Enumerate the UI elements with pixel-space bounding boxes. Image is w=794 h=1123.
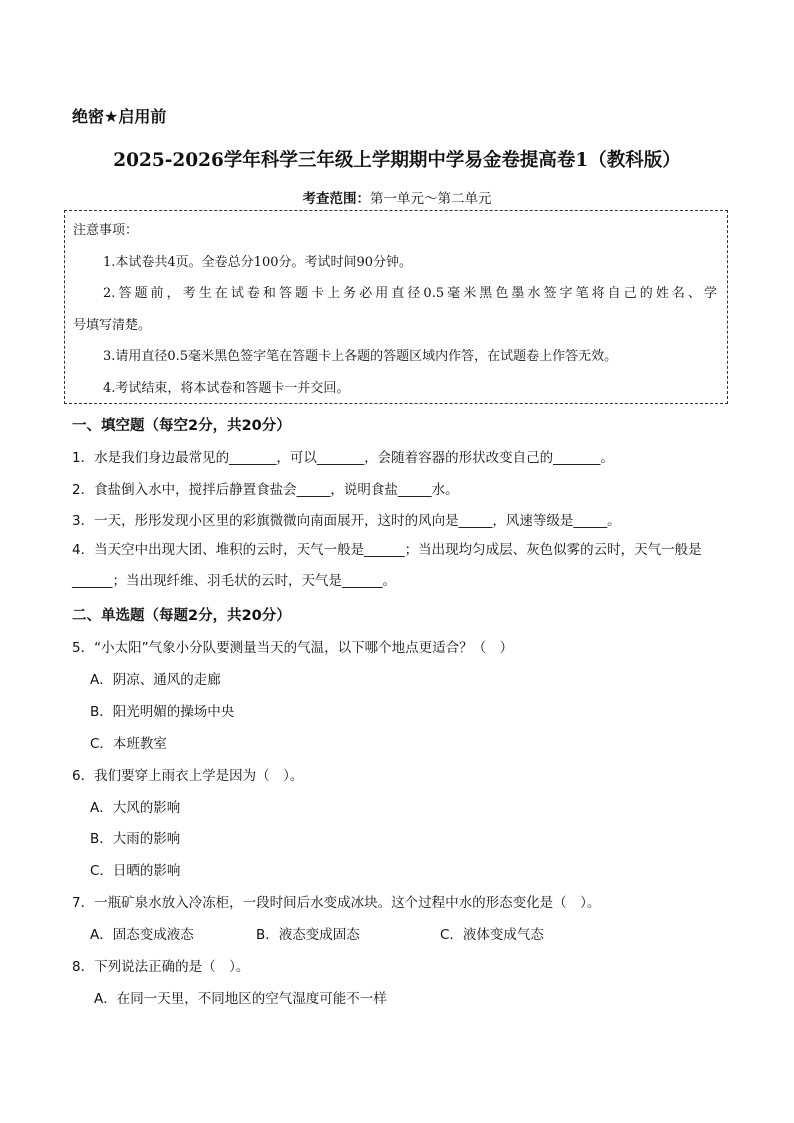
scope-label: 考查范围：	[302, 191, 370, 207]
question-7-option-c: C．液体变成气态	[440, 927, 544, 943]
question-6-option-c: C．日晒的影响	[90, 863, 181, 879]
question-6-option-b: B．大雨的影响	[90, 831, 181, 847]
section-heading-fill-in: 一、填空题（每空2分，共20分）	[72, 418, 291, 434]
question-5-option-b: B．阳光明媚的操场中央	[90, 704, 235, 720]
question-1: 1．水是我们身边最常见的_______，可以_______，会随着容器的形状改变自己的_______。	[72, 450, 614, 466]
scope-value: 第一单元～第二单元	[370, 191, 492, 207]
question-7-option-a: A．固态变成液态	[90, 927, 194, 943]
notice-item-2-cont: 号填写清楚。	[73, 317, 152, 333]
question-6-option-a: A．大风的影响	[90, 800, 181, 816]
question-7: 7．一瓶矿泉水放入冷冻柜，一段时间后水变成冰块。这个过程中水的形态变化是（ ）。	[72, 895, 601, 911]
notice-item-1: 1.本试卷共4页。全卷总分100分。考试时间90分钟。	[103, 254, 413, 270]
question-5-option-c: C．本班教室	[90, 736, 167, 752]
exam-title: 2025-2026学年科学三年级上学期期中学易金卷提高卷1（教科版）	[113, 150, 681, 171]
notice-item-4: 4.考试结束，将本试卷和答题卡一并交回。	[103, 380, 350, 396]
question-5-option-a: A．阴凉、通风的走廊	[90, 672, 221, 688]
notice-item-2: 2.答题前，考生在试卷和答题卡上务必用直径0.5毫米黑色墨水签字笔将自己的姓名、学	[103, 286, 717, 301]
confidential-mark: 绝密★启用前	[72, 107, 167, 126]
question-6: 6．我们要穿上雨衣上学是因为（ ）。	[72, 768, 304, 784]
question-7-option-b: B．液态变成固态	[256, 927, 360, 943]
notice-heading: 注意事项：	[73, 223, 139, 238]
question-8-option-a: A．在同一天里，不同地区的空气湿度可能不一样	[94, 991, 387, 1007]
question-8: 8．下列说法正确的是（ ）。	[72, 959, 250, 975]
notice-box	[64, 210, 728, 404]
question-5: 5．“小太阳”气象小分队要测量当天的气温，以下哪个地点更适合？（ ）	[72, 640, 514, 656]
section-heading-single-choice: 二、单选题（每题2分，共20分）	[72, 608, 291, 624]
question-4: 4．当天空中出现大团、堆积的云时，天气一般是______；当出现均匀成层、灰色似雾的云时，天气一般是______；当出现纤维、羽毛状的云时，天气是______。	[72, 542, 702, 589]
exam-scope	[0, 187, 794, 207]
question-3: 3．一天，彤彤发现小区里的彩旗微微向南面展开，这时的风向是_____，风速等级是_____。	[72, 513, 621, 529]
question-2: 2．食盐倒入水中，搅拌后静置食盐会_____，说明食盐_____水。	[72, 482, 459, 498]
notice-item-3: 3.请用直径0.5毫米黑色签字笔在答题卡上各题的答题区域内作答，在试题卷上作答无效。	[103, 349, 618, 364]
